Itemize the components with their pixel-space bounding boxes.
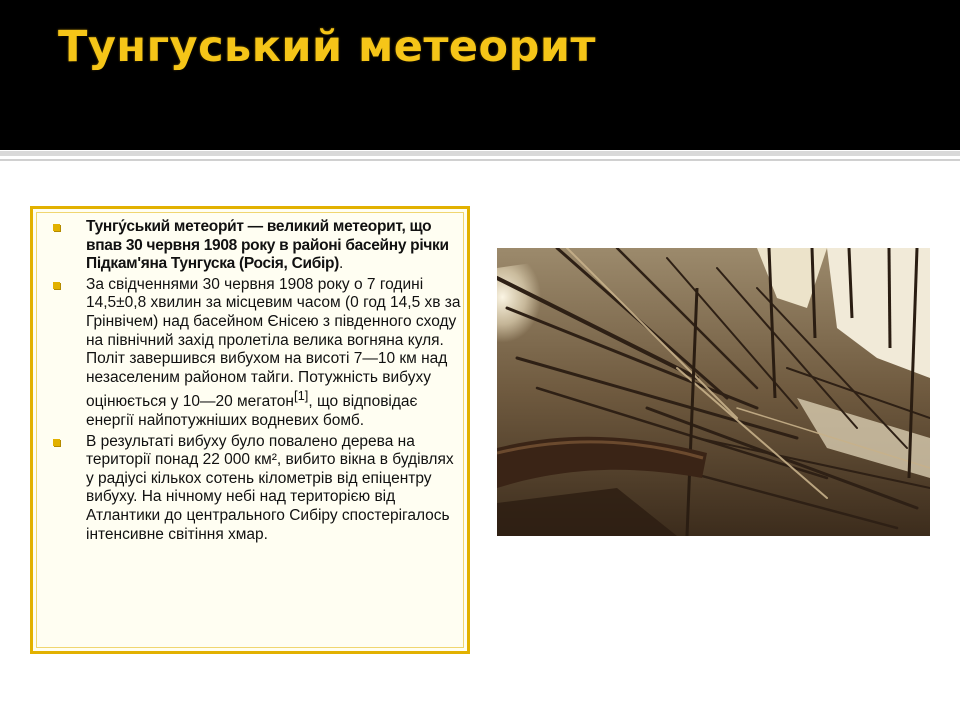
bullet-definition-tail: . (339, 255, 344, 273)
bullet-item-consequences (53, 433, 463, 545)
bullet-list (53, 218, 463, 546)
bullet-eyewitness-tail: , що відповідає енергії найпотужніших водневих бомб. (86, 393, 418, 430)
square-bullet-icon (53, 439, 60, 446)
footnote-link[interactable]: [1] (293, 388, 309, 404)
square-bullet-icon (53, 224, 60, 231)
square-bullet-icon (53, 282, 60, 289)
bullet-definition-text: Тунгу́ський метеори́т — великий метеорит, що впав 30 червня 1908 року в районі басейну річки Підкам'яна Тунгуска (Росія, Сибір) (86, 218, 449, 273)
fallen-trees-image (497, 248, 930, 536)
text-box (30, 206, 470, 654)
slide-title: Тунгуський метеорит (58, 22, 596, 72)
fallen-trees-photo (497, 248, 930, 536)
bullet-eyewitness-text: За свідченнями 30 червня 1908 року о 7 годині 14,5±0,8 хвилин за місцевим часом (0 год 14,5 хв за Грінвічем) над басейном Єнісею з південного сходу на північний захід пролетіла велика вогняна куля. Політ завершився вибухом на висоті 7—10 км над незаселеним районом тайги. Потужність вибуху оцінюється у 10—20 мегатон (86, 275, 461, 411)
divider-thick (0, 151, 960, 156)
bullet-item-definition (53, 218, 463, 274)
bullet-consequences-text: В результаті вибуху було повалено дерева на території понад 22 000 км², вибито вікна в будівлях у радіусі кількох сотень кілометрів від епіцентру вибуху. На нічному небі над територією від Атлантики до центрального Сибіру спостерігалось інтенсивне світіння хмар. (86, 432, 454, 543)
bullet-item-eyewitness (53, 276, 463, 431)
divider-thin (0, 159, 960, 161)
title-bar (0, 0, 960, 150)
